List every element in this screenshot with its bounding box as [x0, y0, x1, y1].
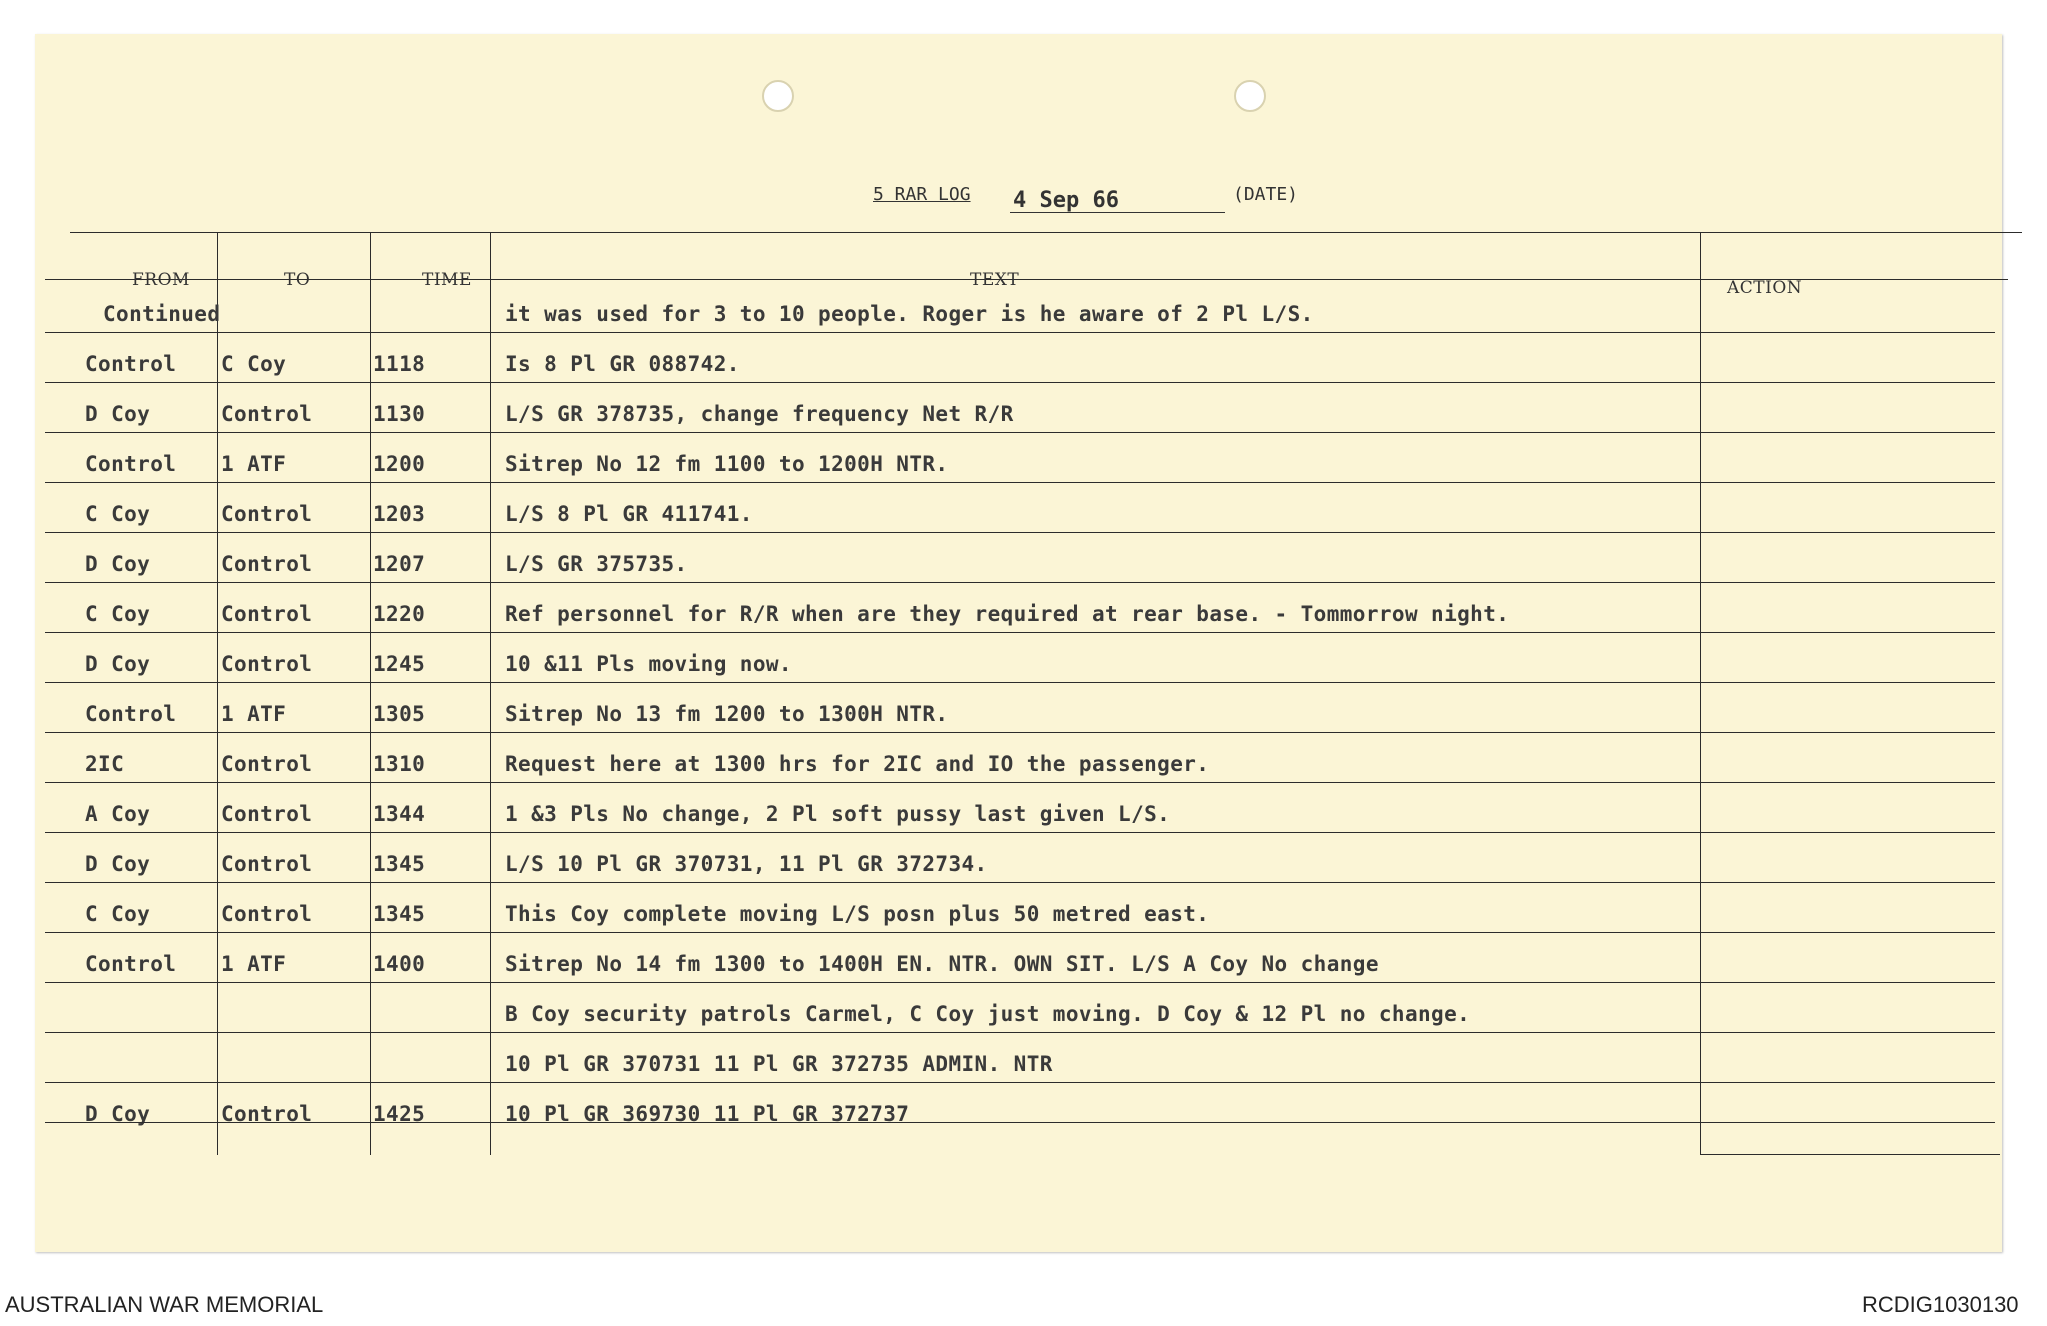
- row-rule: [45, 682, 1995, 683]
- entry-time: 1345: [373, 852, 426, 876]
- entry-time: 1220: [373, 602, 426, 626]
- row-rule: [45, 382, 1995, 383]
- entry-from: D Coy: [85, 1102, 151, 1126]
- entry-time: 1200: [373, 452, 426, 476]
- row-rule: [45, 532, 1995, 533]
- entry-text: Request here at 1300 hrs for 2IC and IO the passenger.: [505, 752, 1210, 776]
- entry-text: L/S 8 Pl GR 411741.: [505, 502, 753, 526]
- entry-from: Control: [85, 452, 177, 476]
- entry-text: 10 Pl GR 370731 11 Pl GR 372735 ADMIN. NTR: [505, 1052, 1053, 1076]
- entry-from: C Coy: [85, 902, 151, 926]
- entry-to: Control: [221, 802, 313, 826]
- entry-to: 1 ATF: [221, 452, 287, 476]
- column-header-time: TIME: [422, 270, 472, 290]
- entry-from: D Coy: [85, 402, 151, 426]
- entry-text: B Coy security patrols Carmel, C Coy just moving. D Coy & 12 Pl no change.: [505, 1002, 1471, 1026]
- entry-text: This Coy complete moving L/S posn plus 50 metred east.: [505, 902, 1210, 926]
- entry-text: L/S 10 Pl GR 370731, 11 Pl GR 372734.: [505, 852, 988, 876]
- entry-to: Control: [221, 902, 313, 926]
- entry-to: 1 ATF: [221, 702, 287, 726]
- entry-to: Control: [221, 602, 313, 626]
- entry-from: D Coy: [85, 552, 151, 576]
- row-rule: [45, 432, 1995, 433]
- entry-from: D Coy: [85, 652, 151, 676]
- log-date: 4 Sep 66: [1013, 188, 1119, 213]
- row-rule: [45, 832, 1995, 833]
- entry-text: Sitrep No 13 fm 1200 to 1300H NTR.: [505, 702, 949, 726]
- entry-text: it was used for 3 to 10 people. Roger is he aware of 2 Pl L/S.: [505, 302, 1314, 326]
- entry-to: 1 ATF: [221, 952, 287, 976]
- column-divider-from-to: [217, 232, 218, 1155]
- punch-hole-left: [762, 80, 794, 112]
- column-header-to: TO: [284, 270, 311, 290]
- entry-from: Continued: [103, 302, 221, 326]
- entry-from: Control: [85, 702, 177, 726]
- entry-to: Control: [221, 552, 313, 576]
- entry-from: D Coy: [85, 852, 151, 876]
- entry-time: 1344: [373, 802, 426, 826]
- header-bottom-rule: [45, 279, 2008, 280]
- entry-to: Control: [221, 1102, 313, 1126]
- entry-time: 1310: [373, 752, 426, 776]
- entry-time: 1207: [373, 552, 426, 576]
- entry-time: 1345: [373, 902, 426, 926]
- row-rule: [45, 482, 1995, 483]
- entry-time: 1425: [373, 1102, 426, 1126]
- column-header-text: TEXT: [970, 270, 1020, 290]
- column-header-from: FROM: [132, 270, 190, 290]
- entry-to: Control: [221, 402, 313, 426]
- table-top-rule: [70, 232, 2022, 233]
- entry-time: 1203: [373, 502, 426, 526]
- log-title: 5 RAR LOG: [873, 184, 971, 205]
- archive-credit: AUSTRALIAN WAR MEMORIAL: [5, 1292, 324, 1317]
- row-rule: [45, 332, 1995, 333]
- column-divider-time-text: [490, 232, 491, 1155]
- log-sheet: [35, 34, 2002, 1252]
- row-rule: [45, 782, 1995, 783]
- entry-time: 1118: [373, 352, 426, 376]
- entry-to: Control: [221, 652, 313, 676]
- row-rule: [45, 732, 1995, 733]
- entry-time: 1130: [373, 402, 426, 426]
- entry-from: A Coy: [85, 802, 151, 826]
- table-bottom-rule: [1700, 1154, 2000, 1155]
- entry-text: L/S GR 378735, change frequency Net R/R: [505, 402, 1014, 426]
- entry-from: Control: [85, 352, 177, 376]
- entry-time: 1305: [373, 702, 426, 726]
- entry-from: Control: [85, 952, 177, 976]
- row-rule: [45, 1032, 1995, 1033]
- row-rule: [45, 632, 1995, 633]
- date-label: (DATE): [1233, 184, 1299, 205]
- entry-from: C Coy: [85, 602, 151, 626]
- entry-text: L/S GR 375735.: [505, 552, 688, 576]
- entry-time: 1245: [373, 652, 426, 676]
- entry-text: 10 Pl GR 369730 11 Pl GR 372737: [505, 1102, 910, 1126]
- entry-text: Ref personnel for R/R when are they required at rear base. - Tommorrow night.: [505, 602, 1510, 626]
- entry-from: 2IC: [85, 752, 125, 776]
- row-rule: [45, 882, 1995, 883]
- row-rule: [45, 582, 1995, 583]
- entry-text: Sitrep No 14 fm 1300 to 1400H EN. NTR. OWN SIT. L/S A Coy No change: [505, 952, 1379, 976]
- date-underline: [1010, 212, 1225, 213]
- entry-time: 1400: [373, 952, 426, 976]
- punch-hole-right: [1234, 80, 1266, 112]
- entry-text: 10 &11 Pls moving now.: [505, 652, 792, 676]
- entry-to: Control: [221, 752, 313, 776]
- entry-to: Control: [221, 852, 313, 876]
- entry-text: 1 &3 Pls No change, 2 Pl soft pussy last given L/S.: [505, 802, 1171, 826]
- row-rule: [45, 982, 1995, 983]
- row-rule: [45, 932, 1995, 933]
- entry-text: Sitrep No 12 fm 1100 to 1200H NTR.: [505, 452, 949, 476]
- entry-to: Control: [221, 502, 313, 526]
- entry-from: C Coy: [85, 502, 151, 526]
- row-rule: [45, 1122, 1995, 1123]
- column-divider-to-time: [370, 232, 371, 1155]
- row-rule: [45, 1082, 1995, 1083]
- archive-reference: RCDIG1030130: [1862, 1292, 2019, 1317]
- entry-text: Is 8 Pl GR 088742.: [505, 352, 740, 376]
- column-divider-text-action: [1700, 232, 1701, 1155]
- column-header-action: ACTION: [1727, 278, 1803, 298]
- entry-to: C Coy: [221, 352, 287, 376]
